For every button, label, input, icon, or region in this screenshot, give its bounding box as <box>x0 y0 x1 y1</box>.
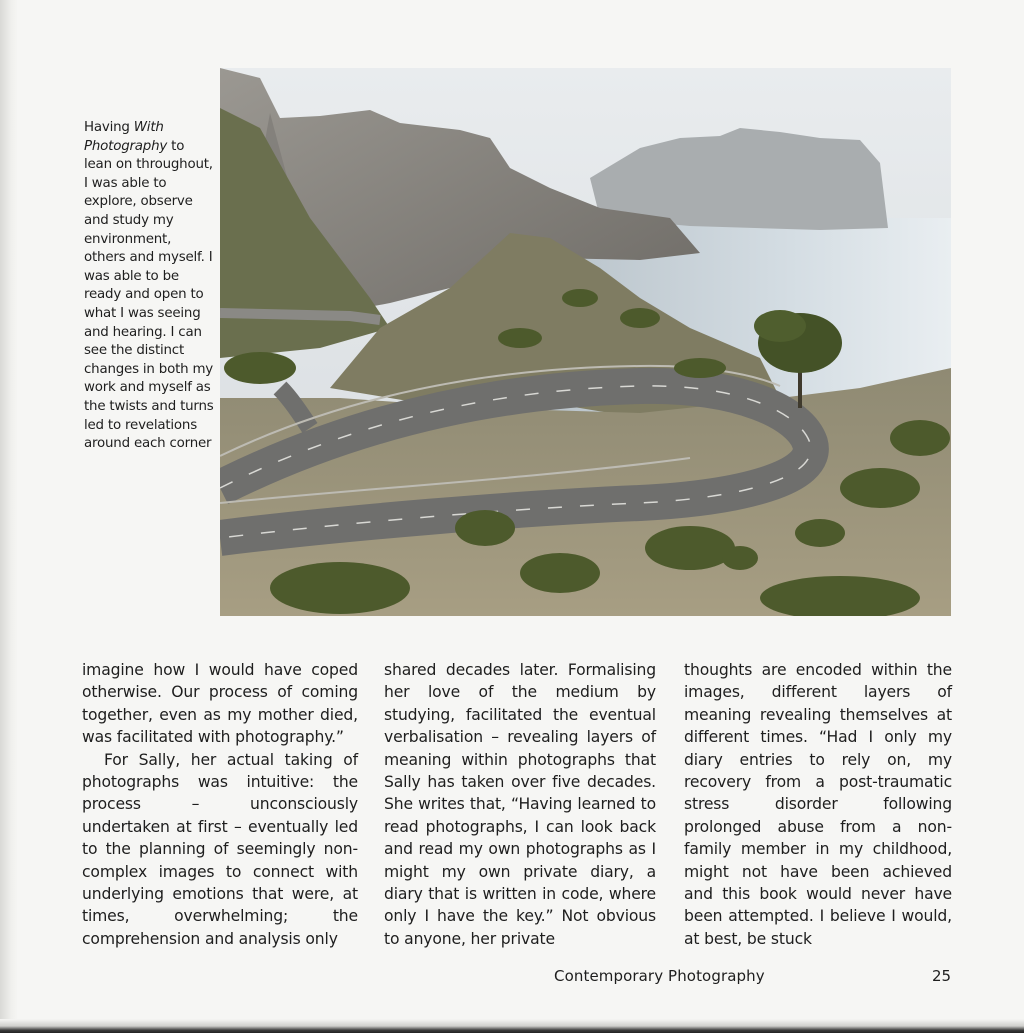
paragraph: shared decades later. Formalising her love of the medium by studying, facilitated the eventual verbalisation – revealing layers of meaning within photographs that Sally has taken over five decades. She writes that, “Having learned to read photographs, I can look back and read my own photographs as I might my own private diary, a diary that is written in code, where only I have the key.” Not obvious to anyone, her private <box>384 661 656 948</box>
body-column-1 <box>82 659 358 950</box>
running-footer-title: Contemporary Photography <box>554 967 765 985</box>
paragraph: imagine how I would have coped otherwise. Our process of coming together, even as my mother died, was facilitated with photography.” <box>82 661 358 747</box>
body-column-3 <box>684 659 952 950</box>
page-gutter-shadow <box>0 0 18 1033</box>
caption-lead: Having <box>84 120 134 135</box>
body-column-2 <box>384 659 656 950</box>
landscape-photo <box>220 68 951 616</box>
paragraph: For Sally, her actual taking of photographs was intuitive: the process – unconsciously undertaken at first – eventually led to the planning of seemingly non-complex images to connect with underlying emotions that were, at times, overwhelming; the comprehension and analysis only <box>82 750 358 948</box>
paragraph: thoughts are encoded within the images, different layers of meaning revealing themselves at different times. “Had I only my diary entries to rely on, my recovery from a post-traumatic stress disorder following prolonged abuse from a non-family member in my childhood, might not have been achieved and this book would never have been attempted. I believe I would, at best, be stuck <box>684 661 952 948</box>
caption-book-title: With Photography <box>84 120 168 154</box>
page-number: 25 <box>932 967 952 985</box>
photo-caption <box>84 119 214 454</box>
caption-body: to lean on throughout, I was able to explore, observe and study my environment, others and myself. I was able to be ready and open to what I was seeing and hearing. I can see the distinct changes in both my work and myself as the twists and turns led to revelations around each corner <box>84 138 214 452</box>
page-bottom-edge <box>0 1019 1024 1033</box>
landscape-photo-illustration <box>220 68 951 616</box>
